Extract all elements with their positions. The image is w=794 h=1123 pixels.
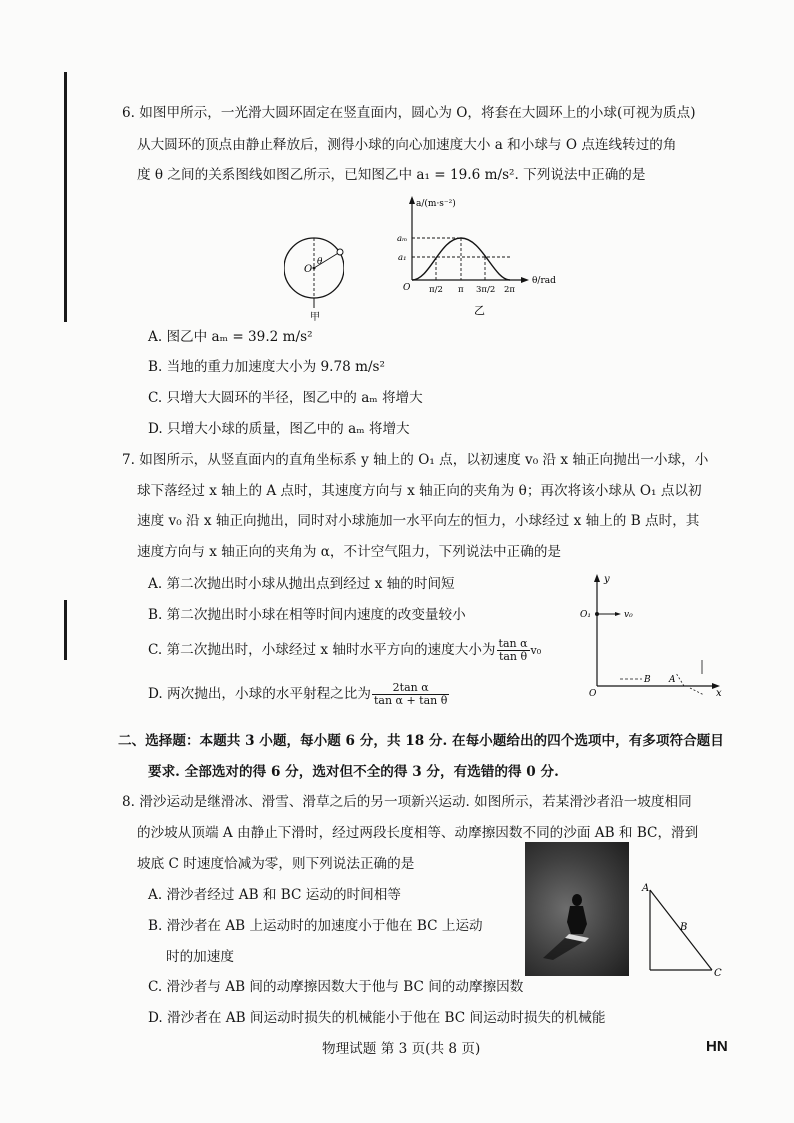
q8-stem-line: 8. 滑沙运动是继滑冰、滑雪、滑草之后的另一项新兴运动. 如图所示，若某滑沙者沿一坡度相同 xyxy=(122,794,692,810)
q7-option-c-text: C. 第二次抛出时，小球经过 x 轴时水平方向的速度大小为 xyxy=(148,642,496,658)
fraction xyxy=(372,682,449,707)
origin-label: O xyxy=(403,283,411,293)
origin-label: O xyxy=(589,689,597,699)
y-tick-am: aₘ xyxy=(397,234,408,244)
q6-figure-yi xyxy=(392,194,592,320)
o1-label: O₁ xyxy=(580,610,591,620)
q8-stem-line: 的沙坡从顶端 A 由静止下滑时，经过两段长度相等、动摩擦因数不同的沙面 AB 和 BC，滑到 xyxy=(137,825,699,841)
point-b-label: B xyxy=(680,922,688,933)
fig-caption: 乙 xyxy=(474,304,485,317)
point-a-label: A xyxy=(642,883,650,894)
q6-stem-line: 度 θ 之间的关系图线如图乙所示，已知图乙中 a₁ = 19.6 m/s². 下列说法中正确的是 xyxy=(137,167,646,183)
x-tick-2pi: 2π xyxy=(504,285,515,295)
q8-stem-line: 坡底 C 时速度恰减为零，则下列说法正确的是 xyxy=(137,856,415,872)
page-footer: 物理试题 第 3 页(共 8 页) xyxy=(322,1041,481,1057)
numerator: tan α xyxy=(498,637,528,650)
denominator: tan α + tan θ xyxy=(373,694,448,707)
q6-stem-line: 6. 如图甲所示，一光滑大圆环固定在竖直面内，圆心为 O，将套在大圆环上的小球(可视为质点) xyxy=(122,105,696,121)
section-2-heading: 二、选择题：本题共 3 小题，每小题 6 分，共 18 分. 在每小题给出的四个选项中，有多项符合题目 xyxy=(118,733,724,749)
v0-label: v₀ xyxy=(624,610,633,620)
q8-option-d: D. 滑沙者在 AB 间运动时损失的机械能小于他在 BC 间运动时损失的机械能 xyxy=(148,1010,606,1026)
q7-stem-line: 球下落经过 x 轴上的 A 点时，其速度方向与 x 轴正向的夹角为 θ；再次将该小球从 O₁ 点以初 xyxy=(137,483,702,499)
y-axis-label: a/(m·s⁻²) xyxy=(416,199,456,209)
q8-option-a: A. 滑沙者经过 AB 和 BC 运动的时间相等 xyxy=(148,887,401,903)
section-2-instructions: 要求. 全部选对的得 6 分，选对但不全的得 3 分，有选错的得 0 分. xyxy=(148,764,559,780)
q8-option-b-cont: 时的加速度 xyxy=(166,949,234,965)
q7-option-c-suffix: v₀ xyxy=(530,644,542,657)
point-c-label: C xyxy=(714,968,722,979)
binding-line xyxy=(64,600,67,660)
point-a-label: A xyxy=(669,675,676,685)
binding-line xyxy=(64,72,67,322)
q8-option-b: B. 滑沙者在 AB 上运动时的加速度小于他在 BC 上运动 xyxy=(148,918,483,934)
x-tick-pi: π xyxy=(458,285,464,295)
denominator: tan θ xyxy=(498,650,528,663)
x-axis-label: x xyxy=(716,688,722,699)
point-b-label: B xyxy=(644,675,651,685)
q6-option-a: A. 图乙中 aₘ = 39.2 m/s² xyxy=(148,329,313,345)
q6-stem-line: 从大圆环的顶点由静止释放后，测得小球的向心加速度大小 a 和小球与 O 点连线转过的角 xyxy=(137,137,677,153)
q7-option-d xyxy=(148,680,450,708)
q6-figure-jia xyxy=(284,228,344,328)
q6-option-b: B. 当地的重力加速度大小为 9.78 m/s² xyxy=(148,359,385,375)
q7-stem-line: 7. 如图所示，从竖直面内的直角坐标系 y 轴上的 O₁ 点，以初速度 v₀ 沿 x 轴正向抛出一小球，小 xyxy=(122,452,709,468)
sand-slider-silhouette xyxy=(525,842,629,976)
center-label: O xyxy=(304,264,313,275)
q8-option-c: C. 滑沙者与 AB 间的动摩擦因数大于他与 BC 间的动摩擦因数 xyxy=(148,979,524,995)
q7-option-d-text: D. 两次抛出，小球的水平射程之比为 xyxy=(148,686,371,702)
fig-caption: 甲 xyxy=(310,312,320,323)
y-tick-a1: a₁ xyxy=(398,253,407,263)
q8-slope-figure xyxy=(640,882,730,982)
q7-stem-line: 速度方向与 x 轴正向的夹角为 α，不计空气阻力，下列说法中正确的是 xyxy=(137,544,562,560)
x-axis-label: θ/rad xyxy=(532,276,556,286)
q7-figure xyxy=(580,570,730,700)
q7-option-c xyxy=(148,636,541,665)
y-axis-label: y xyxy=(604,574,610,585)
angle-label: θ xyxy=(317,257,323,267)
numerator: 2tan α xyxy=(372,682,449,695)
sand-sliding-photo xyxy=(525,842,629,976)
x-tick-3pi-half: 3π/2 xyxy=(476,285,496,295)
q6-option-d: D. 只增大小球的质量，图乙中的 aₘ 将增大 xyxy=(148,421,410,437)
q7-option-b: B. 第二次抛出时小球在相等时间内速度的改变量较小 xyxy=(148,607,466,623)
q7-option-a: A. 第二次抛出时小球从抛出点到经过 x 轴的时间短 xyxy=(148,576,455,592)
x-tick-pi-half: π/2 xyxy=(429,285,443,295)
q7-stem-line: 速度 v₀ 沿 x 轴正向抛出，同时对小球施加一水平向左的恒力，小球经过 x 轴上的 B 点时，其 xyxy=(137,513,700,529)
fraction xyxy=(497,638,530,663)
paper-code: HN xyxy=(706,1038,728,1055)
q6-option-c: C. 只增大大圆环的半径，图乙中的 aₘ 将增大 xyxy=(148,390,423,406)
